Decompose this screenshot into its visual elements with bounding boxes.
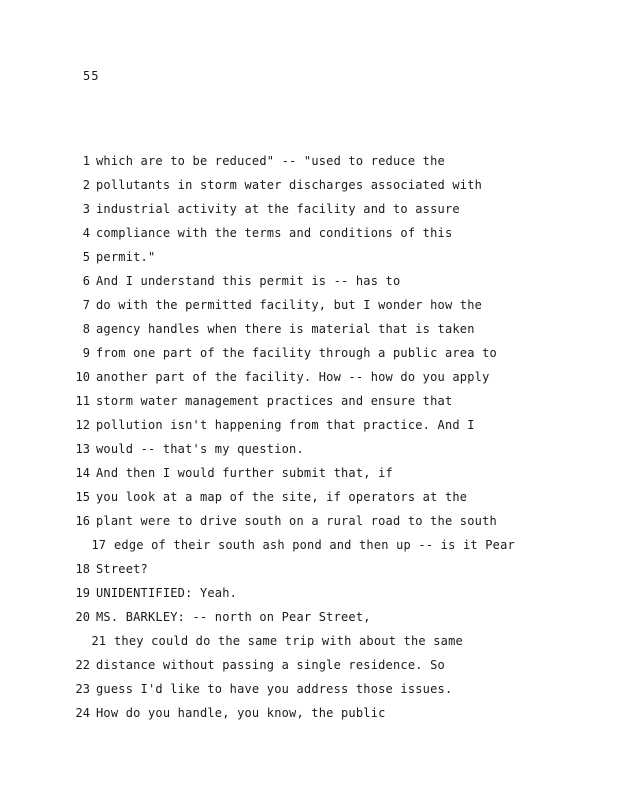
line-text: permit." — [96, 250, 156, 264]
transcript-line — [0, 704, 618, 728]
line-number: 5 — [82, 250, 90, 264]
line-text: storm water management practices and ensure that — [96, 394, 453, 408]
line-text: And I understand this permit is -- has to — [96, 274, 401, 288]
line-number: 20 — [75, 610, 90, 624]
line-text: distance without passing a single residence. So — [96, 658, 445, 672]
transcript-line — [0, 296, 618, 320]
transcript-line — [0, 512, 618, 536]
line-text: pollution isn't happening from that practice. And I — [96, 418, 475, 432]
line-number: 8 — [82, 322, 90, 336]
line-text: another part of the facility. How -- how do you apply — [96, 370, 490, 384]
transcript-line — [0, 152, 618, 176]
line-text: you look at a map of the site, if operators at the — [96, 490, 468, 504]
line-text: pollutants in storm water discharges associated with — [96, 178, 483, 192]
transcript-line — [0, 536, 618, 560]
line-number: 17 — [91, 538, 106, 552]
line-text: Street? — [96, 562, 148, 576]
line-number: 9 — [82, 346, 90, 360]
line-text: compliance with the terms and conditions of this — [96, 226, 453, 240]
line-number: 2 — [82, 178, 90, 192]
transcript-line — [0, 248, 618, 272]
line-number: 10 — [75, 370, 90, 384]
line-text: industrial activity at the facility and to assure — [96, 202, 460, 216]
transcript-line — [0, 176, 618, 200]
line-number: 4 — [82, 226, 90, 240]
transcript-line — [0, 344, 618, 368]
line-text: from one part of the facility through a public area to — [96, 346, 497, 360]
line-text: edge of their south ash pond and then up -- is it Pear — [114, 538, 515, 552]
transcript-line — [0, 272, 618, 296]
line-number: 13 — [75, 442, 90, 456]
transcript-line — [0, 392, 618, 416]
line-text: agency handles when there is material that is taken — [96, 322, 475, 336]
line-text: would -- that's my question. — [96, 442, 304, 456]
transcript-line — [0, 584, 618, 608]
line-text: MS. BARKLEY: -- north on Pear Street, — [96, 610, 371, 624]
line-number: 24 — [75, 706, 90, 720]
transcript-line — [0, 200, 618, 224]
line-number: 1 — [82, 154, 90, 168]
line-number: 19 — [75, 586, 90, 600]
line-text: do with the permitted facility, but I wonder how the — [96, 298, 483, 312]
line-text: which are to be reduced" -- "used to reduce the — [96, 154, 445, 168]
line-number: 11 — [75, 394, 90, 408]
transcript-line — [0, 320, 618, 344]
transcript-line — [0, 632, 618, 656]
transcript-line — [0, 680, 618, 704]
line-number: 16 — [75, 514, 90, 528]
line-text: they could do the same trip with about the same — [114, 634, 463, 648]
line-text: guess I'd like to have you address those issues. — [96, 682, 453, 696]
transcript-line — [0, 464, 618, 488]
transcript-body — [0, 152, 618, 728]
line-number: 7 — [82, 298, 90, 312]
line-number: 3 — [82, 202, 90, 216]
line-number: 14 — [75, 466, 90, 480]
page-number: 55 — [83, 69, 100, 83]
line-text: How do you handle, you know, the public — [96, 706, 386, 720]
transcript-line — [0, 560, 618, 584]
line-number: 12 — [75, 418, 90, 432]
transcript-line — [0, 416, 618, 440]
line-number: 18 — [75, 562, 90, 576]
transcript-line — [0, 656, 618, 680]
transcript-line — [0, 488, 618, 512]
transcript-line — [0, 440, 618, 464]
line-number: 22 — [75, 658, 90, 672]
line-text: plant were to drive south on a rural road to the south — [96, 514, 497, 528]
line-number: 15 — [75, 490, 90, 504]
line-text: And then I would further submit that, if — [96, 466, 393, 480]
line-text: UNIDENTIFIED: Yeah. — [96, 586, 238, 600]
transcript-line — [0, 224, 618, 248]
line-number: 21 — [91, 634, 106, 648]
transcript-line — [0, 368, 618, 392]
transcript-line — [0, 608, 618, 632]
line-number: 23 — [75, 682, 90, 696]
line-number: 6 — [82, 274, 90, 288]
